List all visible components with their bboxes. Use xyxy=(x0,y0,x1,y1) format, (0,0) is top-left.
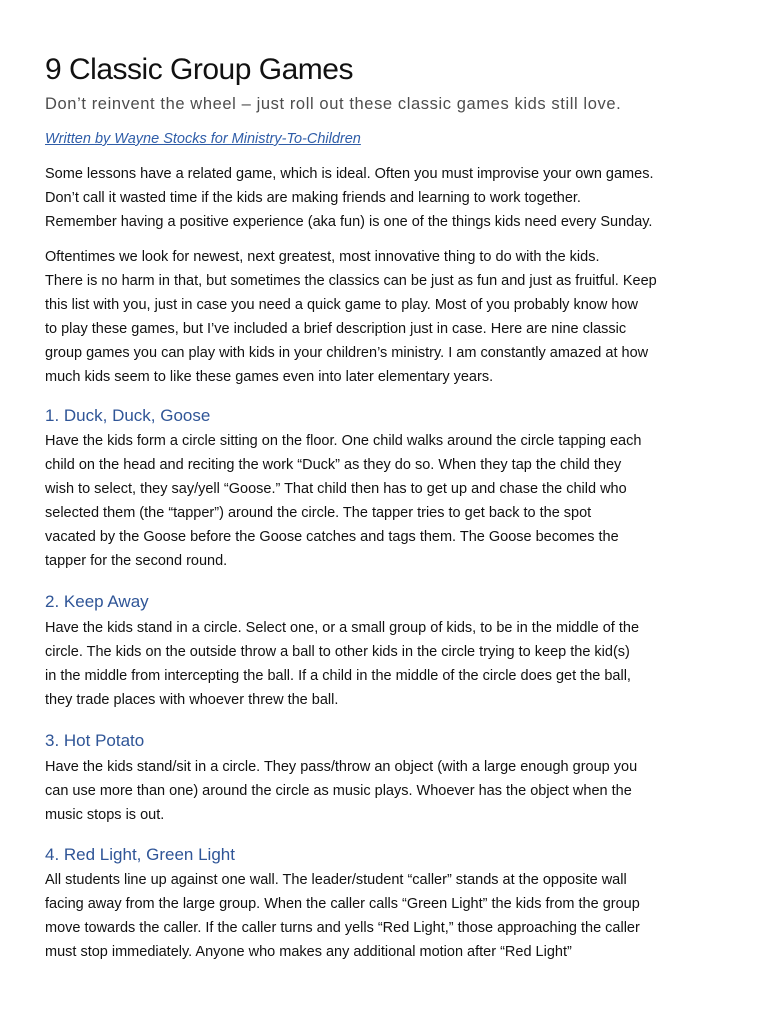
text-line: Don’t call it wasted time if the kids are making friends and learning to work together. xyxy=(45,190,581,206)
section-body-hot-potato xyxy=(45,755,637,827)
text-line: Have the kids form a circle sitting on the floor. One child walks around the circle tapping each xyxy=(45,433,642,449)
section-heading-keep-away: 2. Keep Away xyxy=(45,592,149,611)
text-line: music stops is out. xyxy=(45,807,165,823)
text-line: Have the kids stand in a circle. Select one, or a small group of kids, to be in the middle of the xyxy=(45,620,640,636)
author-link[interactable]: Written by Wayne Stocks for Ministry-To-Children xyxy=(45,131,361,147)
text-line: move towards the caller. If the caller turns and yells “Red Light,” those approaching the caller xyxy=(45,920,640,936)
text-line: All students line up against one wall. The leader/student “caller” stands at the opposite wall xyxy=(45,872,627,888)
section-body-red-light-green-light xyxy=(45,868,640,964)
text-line: wish to select, they say/yell “Goose.” That child then has to get up and chase the child who xyxy=(45,481,627,497)
section-heading-red-light-green-light: 4. Red Light, Green Light xyxy=(45,845,235,864)
text-line: facing away from the large group. When the caller calls “Green Light” the kids from the group xyxy=(45,896,640,912)
section-body-keep-away xyxy=(45,616,639,712)
text-line: much kids seem to like these games even into later elementary years. xyxy=(45,369,494,385)
text-line: Oftentimes we look for newest, next greatest, most innovative thing to do with the kids. xyxy=(45,249,600,265)
text-line: Have the kids stand/sit in a circle. They pass/throw an object (with a large enough group you xyxy=(45,759,638,775)
section-body-duck-duck-goose xyxy=(45,429,641,573)
text-line: child on the head and reciting the work “Duck” as they do so. When they tap the child they xyxy=(45,457,622,473)
page-subtitle: Don’t reinvent the wheel – just roll out these classic games kids still love. xyxy=(45,95,622,113)
text-line: Remember having a positive experience (aka fun) is one of the things kids need every Sunday. xyxy=(45,214,653,230)
text-line: Some lessons have a related game, which is ideal. Often you must improvise your own games. xyxy=(45,166,654,182)
text-line: There is no harm in that, but sometimes the classics can be just as fun and just as fruitful. Keep xyxy=(45,273,657,289)
page-title: 9 Classic Group Games xyxy=(45,53,353,86)
text-line: they trade places with whoever threw the ball. xyxy=(45,692,339,708)
text-line: in the middle from intercepting the ball. If a child in the middle of the circle does get the ball, xyxy=(45,668,631,684)
text-line: can use more than one) around the circle as music plays. Whoever has the object when the xyxy=(45,783,632,799)
text-line: this list with you, just in case you need a quick game to play. Most of you probably know how xyxy=(45,297,638,313)
section-heading-duck-duck-goose: 1. Duck, Duck, Goose xyxy=(45,406,211,425)
text-line: vacated by the Goose before the Goose catches and tags them. The Goose becomes the xyxy=(45,529,619,545)
text-line: circle. The kids on the outside throw a ball to other kids in the circle trying to keep the kid(s) xyxy=(45,644,630,660)
document-page xyxy=(45,0,745,1024)
text-line: tapper for the second round. xyxy=(45,553,228,569)
text-line: group games you can play with kids in your children’s ministry. I am constantly amazed at how xyxy=(45,345,649,361)
intro-paragraph-2 xyxy=(45,245,657,389)
intro-paragraph-1 xyxy=(45,162,653,234)
text-line: selected them (the “tapper”) around the circle. The tapper tries to get back to the spot xyxy=(45,505,592,521)
text-line: must stop immediately. Anyone who makes any additional motion after “Red Light” xyxy=(45,944,572,960)
section-heading-hot-potato: 3. Hot Potato xyxy=(45,731,145,750)
text-line: to play these games, but I’ve included a brief description just in case. Here are nine classic xyxy=(45,321,627,337)
